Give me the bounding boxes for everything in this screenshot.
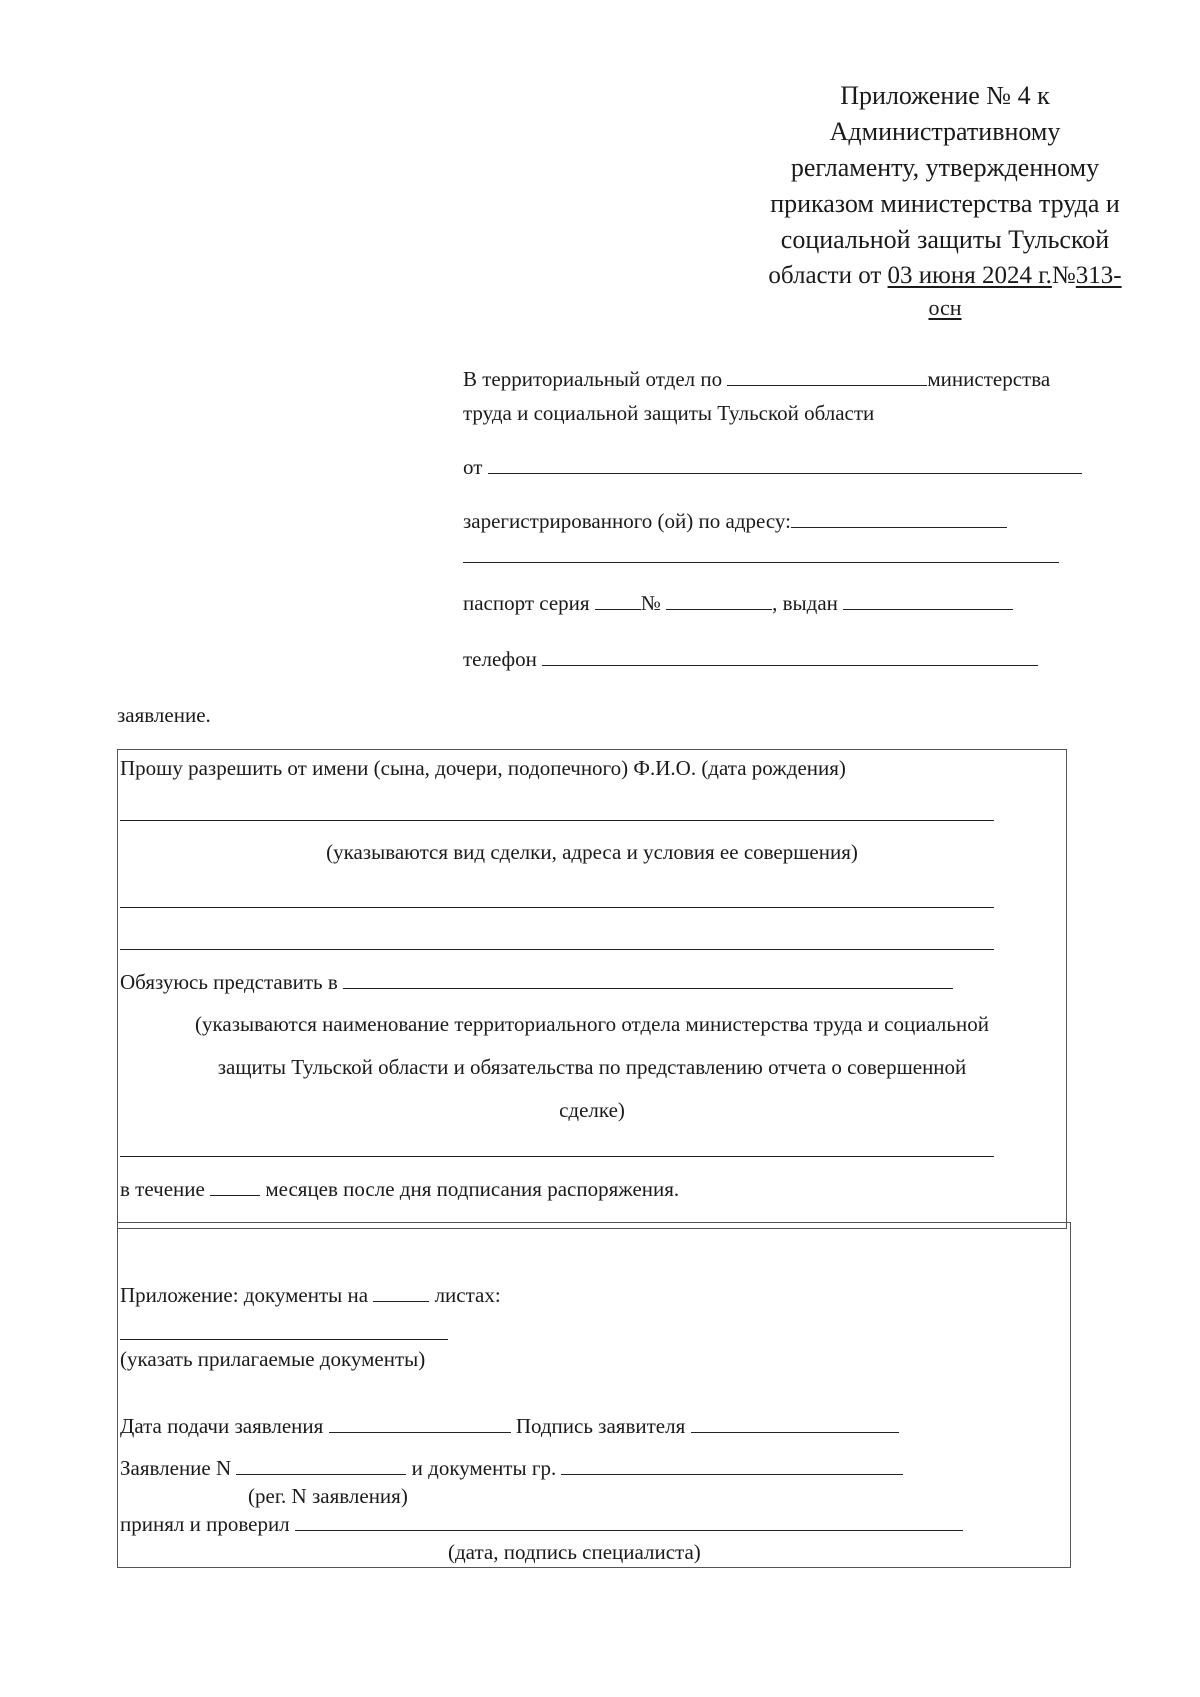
accepted-line xyxy=(120,1512,963,1537)
attachments-section xyxy=(117,1222,1071,1568)
document-title: заявление. xyxy=(117,703,211,727)
app-no-label: Заявление N xyxy=(120,1456,232,1480)
registered-line xyxy=(463,509,1007,534)
docs-of-label: и документы гр. xyxy=(411,1456,557,1480)
addressee-to-prefix: В территориальный отдел по xyxy=(463,367,723,391)
docs-hint: (указать прилагаемые документы) xyxy=(120,1347,426,1371)
request-line-1: Прошу разрешить от имени (сына, дочери, подопечного) Ф.И.О. (дата рождения) xyxy=(120,756,846,780)
header-line-1: Приложение № 4 к xyxy=(840,81,1050,110)
citizen-name-field[interactable] xyxy=(561,1473,903,1475)
deal-field-2[interactable] xyxy=(120,949,994,950)
deal-hint: (указываются вид сделки, адреса и условия ее совершения) xyxy=(326,840,858,864)
sheets-count-field[interactable] xyxy=(373,1300,429,1302)
header-line-5: социальной защиты Тульской xyxy=(780,225,1110,254)
header-order-prefix: области от xyxy=(768,262,882,289)
date-label: Дата подачи заявления xyxy=(120,1414,324,1438)
accepted-label: принял и проверил xyxy=(120,1512,290,1536)
term-suffix: месяцев после дня подписания распоряжения. xyxy=(265,1177,680,1201)
oblige-line xyxy=(120,970,953,995)
from-label: от xyxy=(463,455,483,479)
header-order-no-sign: № xyxy=(1051,262,1076,289)
date-field[interactable] xyxy=(329,1431,511,1433)
obligation-field[interactable] xyxy=(120,1156,994,1157)
header-line-3: регламенту, утвержденному xyxy=(790,153,1100,182)
header-order-date: 03 июня 2024 г. xyxy=(887,262,1052,289)
address-field-1[interactable] xyxy=(791,526,1007,528)
addressee-line-1 xyxy=(463,367,1050,392)
request-field-1[interactable] xyxy=(120,820,994,821)
header-line-4: приказом министерства труда и xyxy=(770,189,1120,218)
term-line xyxy=(120,1177,679,1202)
oblige-label: Обязуюсь представить в xyxy=(120,970,338,994)
header-line-2: Административному xyxy=(829,117,1061,146)
header-order-number: 313- xyxy=(1075,262,1122,289)
address-field-2[interactable] xyxy=(463,562,1059,563)
phone-line xyxy=(463,647,1038,672)
term-prefix: в течение xyxy=(120,1177,205,1201)
passport-no-label: № xyxy=(640,591,661,615)
addressee-line-2: труда и социальной защиты Тульской области xyxy=(463,401,875,425)
specialist-hint: (дата, подпись специалиста) xyxy=(448,1540,701,1564)
passport-series-label: паспорт серия xyxy=(463,591,590,615)
request-section xyxy=(117,749,1067,1229)
term-months-field[interactable] xyxy=(210,1194,260,1196)
passport-number-field[interactable] xyxy=(666,608,772,610)
docs-line xyxy=(120,1283,501,1308)
from-line xyxy=(463,455,1082,480)
sign-label: Подпись заявителя xyxy=(515,1414,686,1438)
phone-label: телефон xyxy=(463,647,537,671)
docs-prefix: Приложение: документы на xyxy=(120,1283,369,1307)
specialist-field[interactable] xyxy=(295,1529,963,1531)
phone-field[interactable] xyxy=(542,664,1038,666)
attached-docs-field[interactable] xyxy=(120,1339,448,1340)
passport-issued-field[interactable] xyxy=(843,608,1013,610)
date-sign-line xyxy=(120,1414,899,1439)
application-number-field[interactable] xyxy=(236,1473,406,1475)
passport-series-field[interactable] xyxy=(595,608,641,610)
deal-field-1[interactable] xyxy=(120,907,994,908)
applicant-name-field[interactable] xyxy=(488,472,1082,474)
passport-issued-label: , выдан xyxy=(772,591,838,615)
oblige-field[interactable] xyxy=(343,987,953,989)
addressee-to-suffix: министерства xyxy=(927,367,1051,391)
department-field[interactable] xyxy=(727,384,927,386)
registered-label: зарегистрированного (ой) по адресу: xyxy=(463,509,791,533)
dept-hint-2: защиты Тульской области и обязательства по представлению отчета о совершенной xyxy=(217,1055,967,1079)
application-no-line xyxy=(120,1456,903,1481)
header-line-7: осн xyxy=(928,295,962,320)
dept-hint-3: сделке) xyxy=(559,1098,625,1122)
docs-suffix: листах: xyxy=(434,1283,501,1307)
reg-hint: (рег. N заявления) xyxy=(248,1484,408,1508)
dept-hint-1: (указываются наименование территориального отдела министерства труда и социальной xyxy=(195,1012,989,1036)
passport-line xyxy=(463,591,1013,616)
signature-field[interactable] xyxy=(691,1431,899,1433)
